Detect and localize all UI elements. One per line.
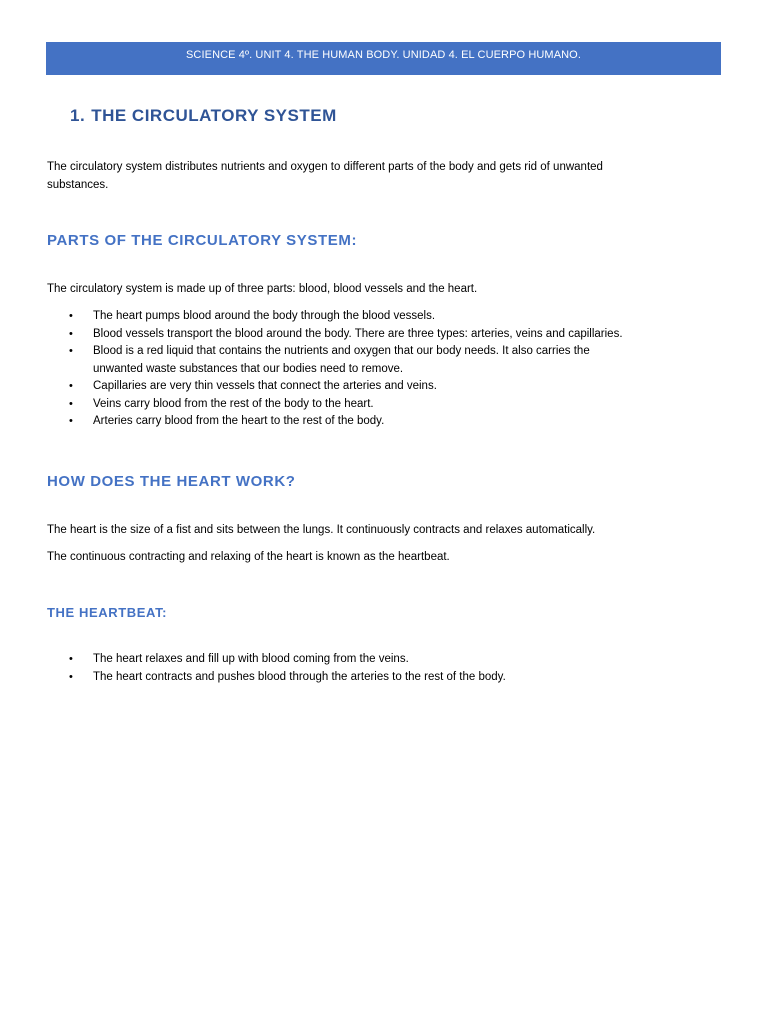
- unit-header-bar: [46, 42, 721, 75]
- parts-list: [47, 308, 717, 431]
- heartbeat-heading: THE HEARTBEAT:: [47, 605, 168, 620]
- section-title-text: THE CIRCULATORY SYSTEM: [91, 106, 337, 125]
- list-item: • The heart pumps blood around the body through the blood vessels.: [47, 308, 717, 326]
- intro-paragraph-line-2: substances.: [47, 179, 109, 191]
- list-item: • Blood is a red liquid that contains the nutrients and oxygen that our body needs. It also carries the: [47, 343, 717, 361]
- list-item: • The heart relaxes and fill up with blood coming from the veins.: [47, 651, 717, 669]
- bullet-icon: •: [69, 310, 73, 322]
- section-title: [70, 106, 337, 126]
- bullet-icon: •: [69, 397, 73, 410]
- parts-intro: The circulatory system is made up of three parts: blood, blood vessels and the heart.: [47, 283, 478, 295]
- parts-heading: PARTS OF THE CIRCULATORY SYSTEM:: [47, 232, 358, 249]
- heart-paragraph-2: The continuous contracting and relaxing of the heart is known as the heartbeat.: [47, 551, 450, 563]
- intro-paragraph-line-1: The circulatory system distributes nutrients and oxygen to different parts of the body and gets rid of unwanted: [47, 161, 603, 173]
- list-item-continuation: unwanted waste substances that our bodies need to remove.: [93, 362, 404, 375]
- bullet-icon: •: [69, 415, 73, 427]
- heart-paragraph-1: The heart is the size of a fist and sits between the lungs. It continuously contracts and relaxes automatically.: [47, 524, 596, 536]
- bullet-icon: •: [69, 670, 73, 683]
- bullet-icon: •: [69, 653, 73, 665]
- list-item: • Veins carry blood from the rest of the body to the heart.: [47, 396, 717, 414]
- heartbeat-list: [47, 651, 717, 686]
- bullet-icon: •: [69, 327, 73, 340]
- list-item: • Arteries carry blood from the heart to the rest of the body.: [47, 413, 717, 431]
- list-item: • The heart contracts and pushes blood through the arteries to the rest of the body.: [47, 669, 717, 687]
- heart-heading: HOW DOES THE HEART WORK?: [47, 473, 296, 490]
- bullet-icon: •: [69, 380, 73, 392]
- section-number: 1.: [70, 106, 86, 125]
- bullet-icon: •: [69, 345, 73, 357]
- list-item: • Capillaries are very thin vessels that connect the arteries and veins.: [47, 378, 717, 396]
- list-item: • Blood vessels transport the blood around the body. There are three types: arteries, veins and capillaries.: [47, 326, 717, 344]
- unit-header-text: SCIENCE 4º. UNIT 4. THE HUMAN BODY. UNIDAD 4. EL CUERPO HUMANO.: [186, 49, 581, 61]
